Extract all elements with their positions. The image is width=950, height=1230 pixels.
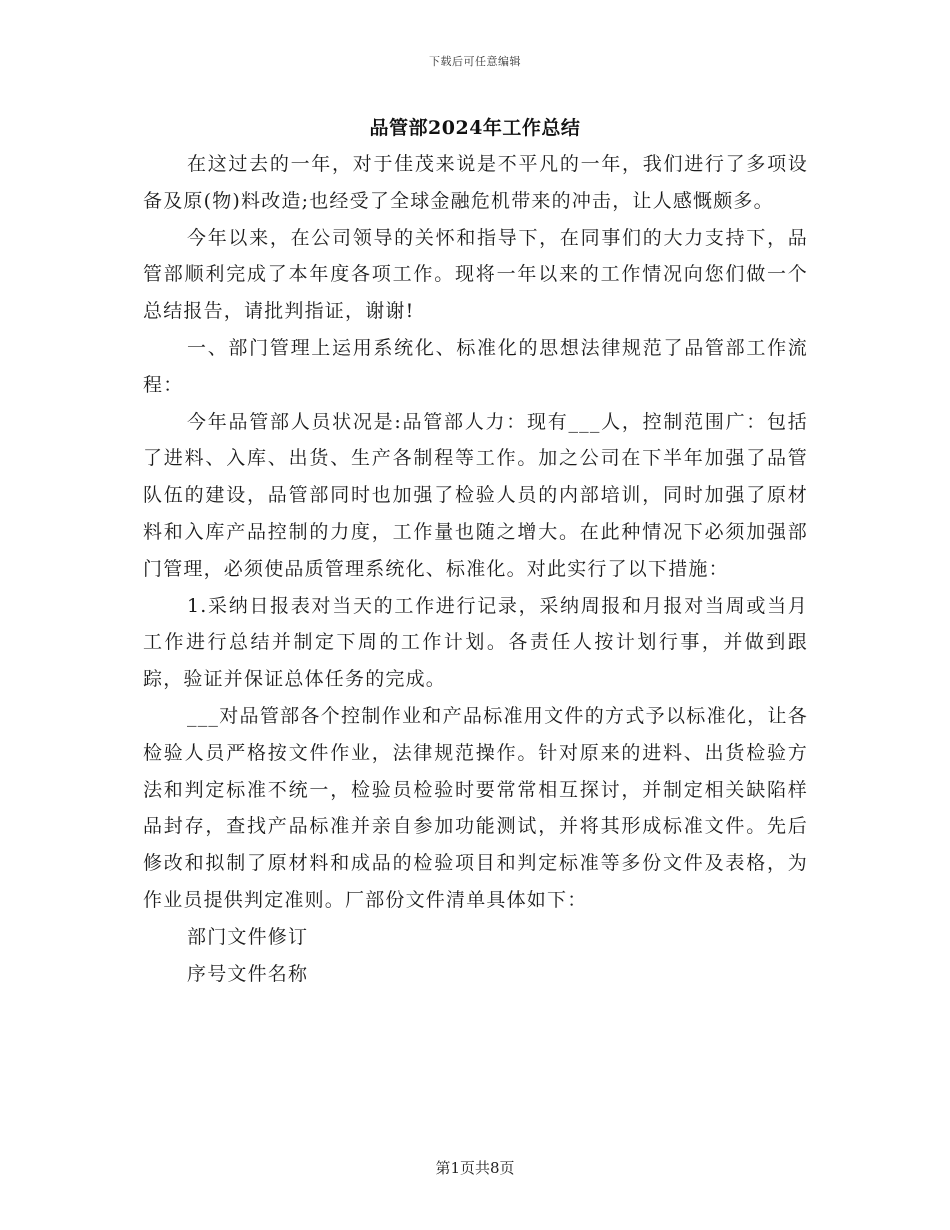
list-item-measure: ___对品管部各个控制作业和产品标准用文件的方式予以标准化，让各检验人员严格按文件作业，法律规范操作。针对原来的进料、出货检验方法和判定标准不统一，检验员检验时要常常相互探讨，并制定相关缺陷样品封存，查找产品标准并亲自参加功能测试，并将其形成标准文件。先后修改和拟制了原材料和成品的检验项目和判定标准等多份文件及表格，为作业员提供判定准则。厂部份文件清单具体如下： (143, 704, 808, 911)
page-number: 第1页共8页 (435, 1159, 515, 1177)
table-header: 序号文件名称 (187, 962, 309, 985)
section-heading: 一、部门管理上运用系统化、标准化的思想法律规范了品管部工作流程： (143, 336, 808, 396)
header-note: 下载后可任意编辑 (429, 55, 521, 68)
table-caption: 部门文件修订 (187, 925, 309, 948)
paragraph: 在这过去的一年，对于佳茂来说是不平凡的一年，我们进行了多项设备及原(物)料改造;也经受了全球金融危机带来的冲击，让人感慨颇多。 (143, 153, 808, 212)
document-body (143, 146, 808, 992)
list-item-measure: 1.采纳日报表对当天的工作进行记录，采纳周报和月报对当周或当月工作进行总结并制定下周的工作计划。各责任人按计划行事，并做到跟踪，验证并保证总体任务的完成。 (143, 594, 808, 691)
paragraph: 今年品管部人员状况是:品管部人力：现有___人，控制范围广：包括了进料、入库、出货、生产各制程等工作。加之公司在下半年加强了品管队伍的建设，品管部同时也加强了检验人员的内部培训，同时加强了原材料和入库产品控制的力度，工作量也随之增大。在此种情况下必须加强部门管理，必须使品质管理系统化、标准化。对此实行了以下措施： (143, 410, 808, 580)
document-title: 品管部2024年工作总结 (369, 117, 581, 139)
paragraph: 今年以来，在公司领导的关怀和指导下，在同事们的大力支持下，品管部顺利完成了本年度各项工作。现将一年以来的工作情况向您们做一个总结报告，请批判指证，谢谢! (143, 226, 808, 323)
